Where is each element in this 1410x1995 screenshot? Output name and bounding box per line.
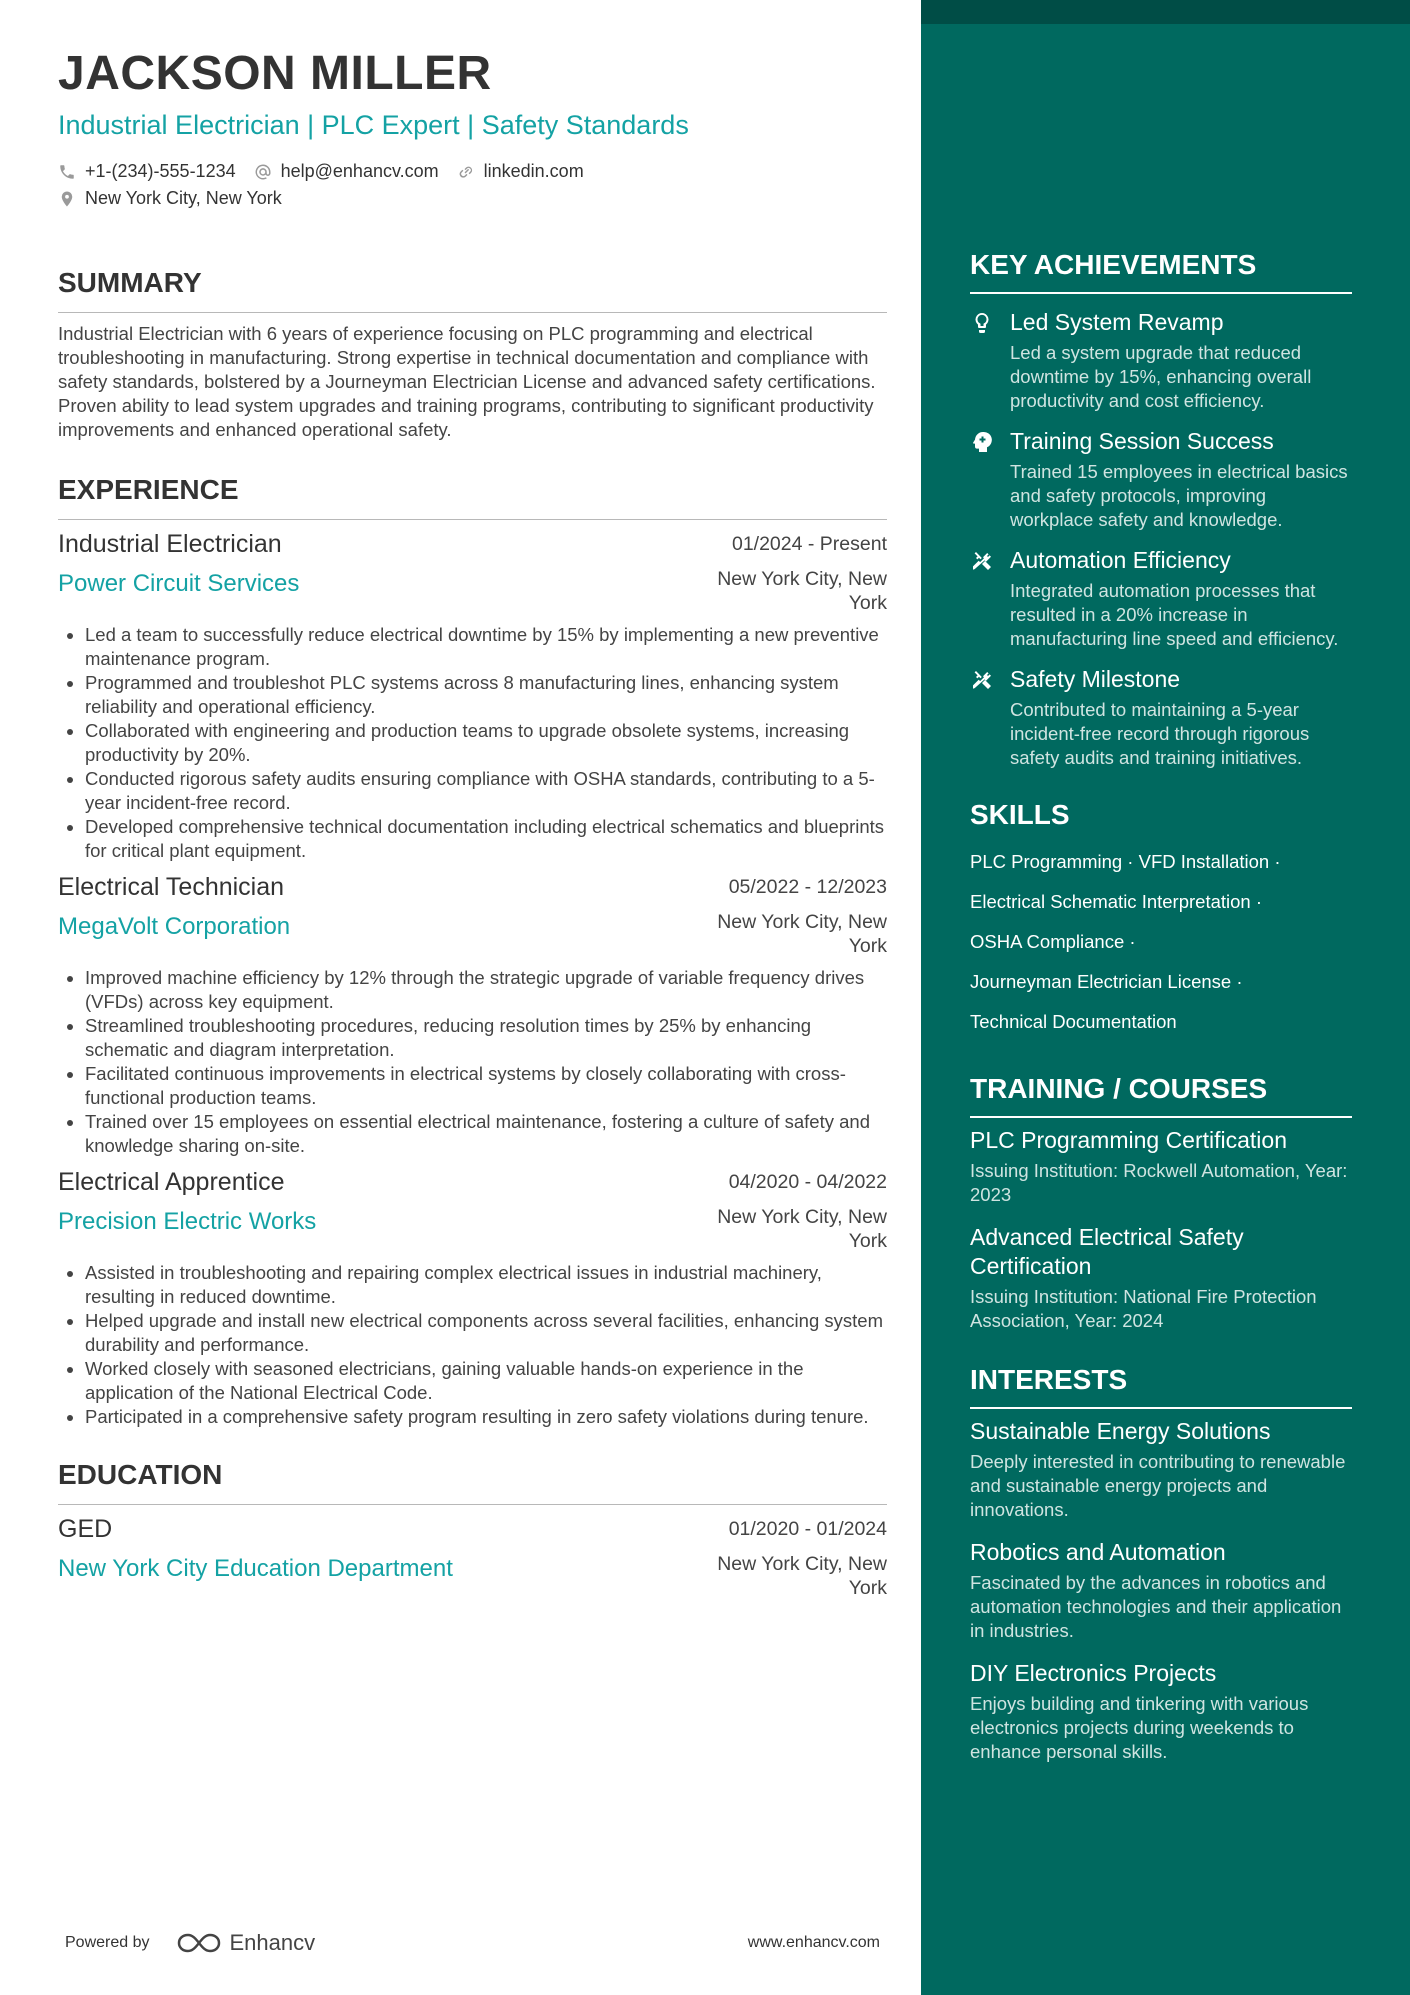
training-section bbox=[970, 1070, 1352, 1333]
lightbulb-icon bbox=[970, 311, 994, 335]
job-title: Electrical Technician bbox=[58, 873, 285, 901]
achievement-title: Led System Revamp bbox=[1010, 309, 1224, 335]
achievement-body bbox=[1010, 425, 1352, 532]
job-title: Electrical Apprentice bbox=[58, 1168, 285, 1196]
job-company-row bbox=[58, 1198, 887, 1253]
phone-text: +1-(234)-555-1234 bbox=[85, 161, 236, 181]
powered-by bbox=[65, 1930, 315, 1956]
job-location: New York City, New York bbox=[717, 911, 887, 957]
job-location: New York City, New York bbox=[717, 1206, 887, 1252]
job-dates: 05/2022 - 12/2023 bbox=[728, 876, 887, 898]
training-title: TRAINING / COURSES bbox=[970, 1073, 1268, 1104]
linkedin-item[interactable] bbox=[457, 158, 584, 185]
job-bullet: • Worked closely with seasoned electricians, gaining valuable hands-on experience in the application of the National Electrical Code. bbox=[85, 1357, 887, 1405]
job-entry bbox=[58, 871, 887, 1158]
job-dates: 04/2020 - 04/2022 bbox=[728, 1171, 887, 1193]
achievement-item bbox=[970, 663, 1352, 770]
job-bullet: • Led a team to successfully reduce electrical downtime by 15% by implementing a new preventive maintenance program. bbox=[85, 623, 887, 671]
sidebar-top-band bbox=[921, 0, 1410, 24]
job-bullet: • Participated in a comprehensive safety program resulting in zero safety violations during tenure. bbox=[85, 1405, 887, 1429]
course-item bbox=[970, 1223, 1352, 1333]
education-school-row bbox=[58, 1545, 887, 1600]
education-title: EDUCATION bbox=[58, 1459, 223, 1490]
interest-title: DIY Electronics Projects bbox=[970, 1660, 1217, 1686]
job-entry bbox=[58, 1166, 887, 1429]
course-desc: Issuing Institution: Rockwell Automation, Year: 2023 bbox=[970, 1160, 1348, 1205]
achievement-body bbox=[1010, 306, 1352, 413]
sidebar-column bbox=[970, 246, 1352, 1764]
location-row bbox=[58, 185, 887, 212]
job-bullet: • Collaborated with engineering and production teams to upgrade obsolete systems, increasing productivity by 20%. bbox=[85, 719, 887, 767]
education-location: New York City, New York bbox=[717, 1553, 887, 1599]
interest-item bbox=[970, 1417, 1352, 1522]
job-company: Power Circuit Services bbox=[58, 570, 300, 597]
interest-title: Sustainable Energy Solutions bbox=[970, 1418, 1271, 1444]
interest-item bbox=[970, 1538, 1352, 1643]
job-location: New York City, New York bbox=[717, 568, 887, 614]
achievement-item bbox=[970, 306, 1352, 413]
job-bullets bbox=[58, 966, 887, 1158]
achievement-item bbox=[970, 425, 1352, 532]
job-bullet: • Trained over 15 employees on essential electrical maintenance, fostering a culture of safety and knowledge sharing on-site. bbox=[85, 1110, 887, 1158]
experience-section bbox=[58, 472, 887, 1429]
skill-line: Journeyman Electrician License · bbox=[970, 971, 1243, 992]
tools-icon bbox=[970, 668, 994, 692]
education-entry bbox=[58, 1513, 887, 1600]
achievement-body bbox=[1010, 663, 1352, 770]
summary-section bbox=[58, 265, 887, 442]
job-bullet: • Developed comprehensive technical documentation including electrical schematics and blueprints for critical plant equipment. bbox=[85, 815, 887, 863]
job-bullet: • Programmed and troubleshot PLC systems across 8 manufacturing lines, enhancing system reliability and operational efficiency. bbox=[85, 671, 887, 719]
skill-line: PLC Programming · VFD Installation · bbox=[970, 851, 1281, 872]
powered-by-label: Powered by bbox=[65, 1934, 150, 1951]
location-text: New York City, New York bbox=[85, 188, 282, 208]
at-icon bbox=[254, 163, 272, 181]
candidate-tagline: Industrial Electrician | PLC Expert | Safety Standards bbox=[58, 110, 689, 140]
skills-section bbox=[970, 796, 1352, 1044]
job-company-row bbox=[58, 903, 887, 958]
job-header bbox=[58, 1166, 887, 1198]
summary-title: SUMMARY bbox=[58, 267, 202, 298]
interests-title: INTERESTS bbox=[970, 1364, 1128, 1395]
course-desc: Issuing Institution: National Fire Protection Association, Year: 2024 bbox=[970, 1286, 1317, 1331]
linkedin-text: linkedin.com bbox=[483, 161, 584, 181]
interest-desc: Deeply interested in contributing to renewable and sustainable energy projects and innovations. bbox=[970, 1451, 1346, 1520]
map-pin-icon bbox=[58, 190, 76, 208]
achievement-desc: Led a system upgrade that reduced downtime by 15%, enhancing overall productivity and cost efficiency. bbox=[1010, 342, 1312, 411]
location-item bbox=[58, 185, 282, 212]
job-bullets bbox=[58, 1261, 887, 1429]
interest-title: Robotics and Automation bbox=[970, 1539, 1226, 1565]
job-company: MegaVolt Corporation bbox=[58, 913, 291, 940]
infinity-logo-icon bbox=[176, 1931, 222, 1955]
interest-item bbox=[970, 1659, 1352, 1764]
experience-divider bbox=[58, 519, 887, 520]
interest-desc: Fascinated by the advances in robotics and automation technologies and their application in industries. bbox=[970, 1572, 1342, 1641]
skill-line: OSHA Compliance · bbox=[970, 931, 1136, 952]
job-header bbox=[58, 871, 887, 903]
job-bullet: • Streamlined troubleshooting procedures, reducing resolution times by 25% by enhancing schematic and diagram interpretation. bbox=[85, 1014, 887, 1062]
job-bullet: • Conducted rigorous safety audits ensuring compliance with OSHA standards, contributing to a 5-year incident-free record. bbox=[85, 767, 887, 815]
education-header bbox=[58, 1513, 887, 1545]
achievements-section bbox=[970, 246, 1352, 770]
education-section bbox=[58, 1457, 887, 1600]
page-footer bbox=[65, 1930, 880, 1956]
job-title: Industrial Electrician bbox=[58, 530, 282, 558]
enhancv-logo[interactable] bbox=[176, 1930, 316, 1956]
achievement-desc: Integrated automation processes that resulted in a 20% increase in manufacturing line speed and efficiency. bbox=[1010, 580, 1339, 649]
job-dates: 01/2024 - Present bbox=[731, 533, 887, 555]
achievement-desc: Trained 15 employees in electrical basics and safety protocols, improving workplace safety and knowledge. bbox=[1010, 461, 1348, 530]
job-company-row bbox=[58, 560, 887, 615]
job-header bbox=[58, 528, 887, 560]
achievements-title: KEY ACHIEVEMENTS bbox=[970, 249, 1257, 280]
phone-icon bbox=[58, 163, 76, 181]
training-divider bbox=[970, 1116, 1352, 1118]
link-icon bbox=[457, 163, 475, 181]
tools-icon bbox=[970, 549, 994, 573]
interests-section bbox=[970, 1361, 1352, 1764]
contact-row bbox=[58, 158, 887, 185]
job-bullet: • Improved machine efficiency by 12% through the strategic upgrade of variable frequency drives (VFDs) across key equipment. bbox=[85, 966, 887, 1014]
skills-list bbox=[970, 844, 1352, 1044]
job-bullet: • Helped upgrade and install new electrical components across several facilities, enhancing system durability and performance. bbox=[85, 1309, 887, 1357]
achievement-item bbox=[970, 544, 1352, 651]
education-school: New York City Education Department bbox=[58, 1555, 453, 1582]
website-link[interactable]: www.enhancv.com bbox=[747, 1934, 880, 1951]
job-company: Precision Electric Works bbox=[58, 1208, 317, 1235]
skills-title: SKILLS bbox=[970, 799, 1070, 830]
enhancv-wordmark: Enhancv bbox=[229, 1930, 316, 1955]
job-bullet: • Facilitated continuous improvements in electrical systems by closely collaborating with cross-functional production teams. bbox=[85, 1062, 887, 1110]
job-bullets bbox=[58, 623, 887, 863]
candidate-name: JACKSON MILLER bbox=[58, 47, 492, 100]
job-entry bbox=[58, 528, 887, 863]
phone-item[interactable] bbox=[58, 158, 236, 185]
achievement-title: Training Session Success bbox=[1010, 428, 1274, 454]
email-item[interactable] bbox=[254, 158, 439, 185]
summary-divider bbox=[58, 312, 887, 313]
summary-text: Industrial Electrician with 6 years of experience focusing on PLC programming and electrical troubleshooting in manufacturing. Strong expertise in technical documentation and compliance with safety standards, bolstered by a Journeyman Electrician License and advanced safety certifications. Proven ability to lead system upgrades and training programs, contributing to significant productivity improvements and enhanced operational safety. bbox=[58, 323, 876, 440]
email-text: help@enhancv.com bbox=[280, 161, 439, 181]
course-title: PLC Programming Certification bbox=[970, 1127, 1288, 1153]
contact-info bbox=[58, 158, 887, 212]
education-degree: GED bbox=[58, 1515, 113, 1543]
achievement-desc: Contributed to maintaining a 5-year incident-free record through rigorous safety audits and training initiatives. bbox=[1010, 699, 1310, 768]
achievements-divider bbox=[970, 292, 1352, 294]
head-brain-icon bbox=[970, 430, 994, 454]
course-item bbox=[970, 1126, 1352, 1207]
job-bullet: • Assisted in troubleshooting and repairing complex electrical issues in industrial machinery, resulting in reduced downtime. bbox=[85, 1261, 887, 1309]
achievement-title: Safety Milestone bbox=[1010, 666, 1181, 692]
skill-line: Electrical Schematic Interpretation · bbox=[970, 891, 1263, 912]
skill-line: Technical Documentation bbox=[970, 1011, 1177, 1032]
achievement-body bbox=[1010, 544, 1352, 651]
experience-title: EXPERIENCE bbox=[58, 474, 239, 505]
interests-divider bbox=[970, 1407, 1352, 1409]
course-title: Advanced Electrical Safety Certification bbox=[970, 1224, 1244, 1279]
education-dates: 01/2020 - 01/2024 bbox=[728, 1518, 887, 1540]
achievement-title: Automation Efficiency bbox=[1010, 547, 1231, 573]
main-column bbox=[58, 44, 887, 1600]
education-divider bbox=[58, 1504, 887, 1505]
interest-desc: Enjoys building and tinkering with various electronics projects during weekends to enhance personal skills. bbox=[970, 1693, 1309, 1762]
